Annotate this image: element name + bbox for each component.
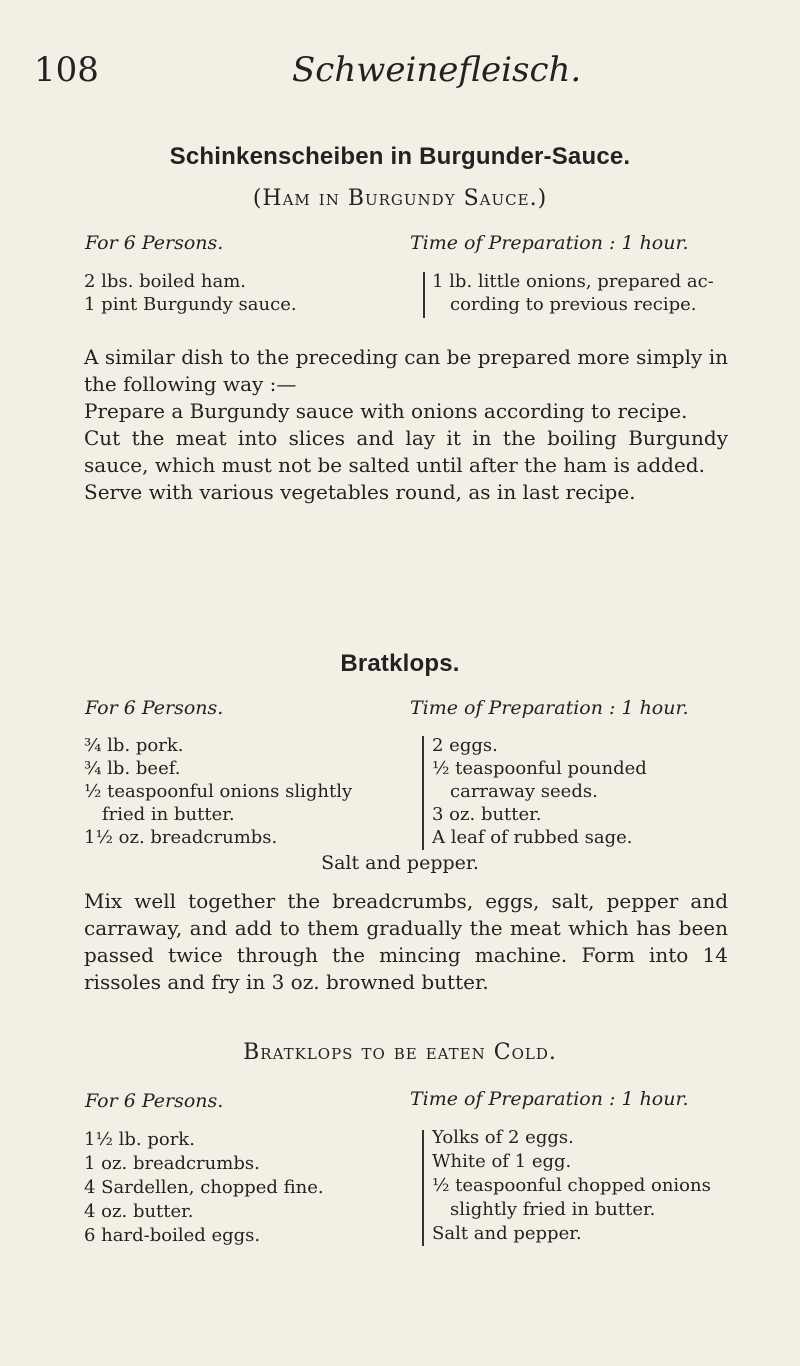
ingredient: slightly fried in butter. [450,1199,656,1220]
recipe1-method [84,344,728,506]
recipe3-title: Bratklops to be eaten Cold. [243,1040,557,1065]
ingredient: 1½ lb. pork. [84,1129,195,1150]
ingredient: 1½ oz. breadcrumbs. [84,827,278,848]
ingredient: cording to previous recipe. [450,294,697,315]
ingredient: ¾ lb. pork. [84,735,184,756]
ingredient: 1 lb. little onions, prepared ac- [432,271,714,292]
column-divider [422,1130,424,1246]
ingredient: 2 eggs. [432,735,498,756]
recipe3-ingredients-right [432,1126,711,1246]
ingredient: 1 pint Burgundy sauce. [84,294,297,315]
ingredient: fried in butter. [102,804,235,825]
running-title: Schweinefleisch. [292,50,582,90]
ingredient: ½ teaspoonful pounded [432,758,647,779]
recipe2-ingredients-left [84,734,352,849]
paragraph: A similar dish to the preceding can be prepared more simply in the following way :— [84,345,728,396]
paragraph: Mix well together the breadcrumbs, eggs, salt, pepper and carraway, and add to them gradually the meat which has been passed twice through the mincing machine. Form into 14 rissoles and fry in 3 oz. browned butter. [84,889,728,994]
ingredient: ½ teaspoonful onions slightly [84,781,353,802]
ingredient: 1 oz. breadcrumbs. [84,1153,260,1174]
recipe3-time: Time of Preparation : 1 hour. [410,1088,689,1110]
paragraph: Prepare a Burgundy sauce with onions according to recipe. [84,399,688,423]
ingredient: 4 Sardellen, chopped fine. [84,1177,324,1198]
ingredient: Salt and pepper. [432,1223,582,1244]
page-number: 108 [34,50,99,90]
recipe1-ingredients-left [84,270,297,316]
ingredient: Yolks of 2 eggs. [432,1127,574,1148]
recipe3-persons: For 6 Persons. [85,1090,224,1112]
page-header [34,50,774,100]
ingredient: A leaf of rubbed sage. [432,827,633,848]
ingredient: carraway seeds. [450,781,598,802]
paragraph: Serve with various vegetables round, as in last recipe. [84,480,636,504]
recipe2-time: Time of Preparation : 1 hour. [410,697,689,719]
recipe2-ingredients-right [432,734,647,849]
recipe1-persons: For 6 Persons. [85,232,224,254]
ingredient: 2 lbs. boiled ham. [84,271,247,292]
recipe1-title: Schinkenscheiben in Burgunder-Sauce. [169,143,631,170]
ingredient: ½ teaspoonful chopped onions [432,1175,711,1196]
column-divider [423,272,425,318]
recipe2-persons: For 6 Persons. [85,697,224,719]
recipe2-seasoning: Salt and pepper. [321,852,479,874]
recipe1-time: Time of Preparation : 1 hour. [410,232,689,254]
recipe1-subtitle: (Ham in Burgundy Sauce.) [252,186,548,211]
paragraph: Cut the meat into slices and lay it in the boiling Burgundy sauce, which must not be salted until after the ham is added. [84,426,728,477]
recipe2-method [84,888,728,996]
ingredient: 4 oz. butter. [84,1201,194,1222]
recipe1-ingredients-right [432,270,714,316]
recipe3-ingredients-left [84,1128,324,1248]
ingredient: White of 1 egg. [432,1151,572,1172]
ingredient: 6 hard-boiled eggs. [84,1225,261,1246]
column-divider [422,736,424,850]
recipe2-title: Bratklops. [340,650,460,677]
ingredient: 3 oz. butter. [432,804,542,825]
ingredient: ¾ lb. beef. [84,758,181,779]
